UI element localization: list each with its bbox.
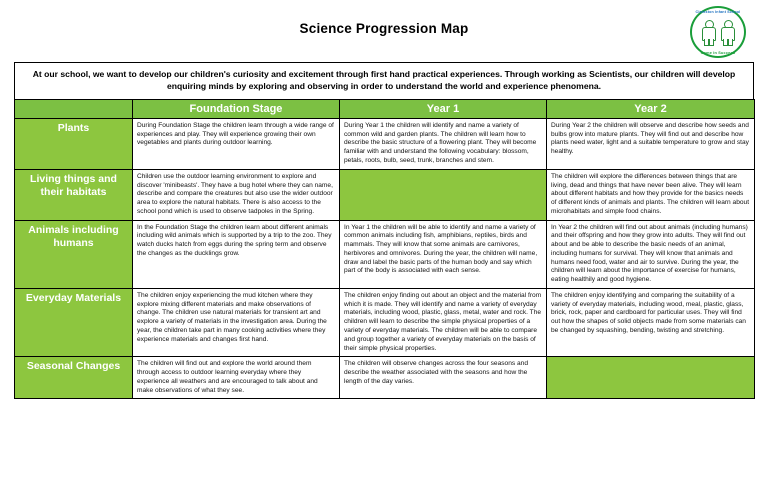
cell-living-things-foundation: Children use the outdoor learning environment to explore and discover 'minibeasts'. They have a bug hotel where they can name, describe and compare the creatures but also use the wider outdoor area to explore the natural habitats. There is also access to the school pond which is used to observe tadpoles in the Spring. (133, 169, 340, 220)
logo-children-icon (701, 20, 737, 48)
school-vision-statement: At our school, we want to develop our children's curiosity and excitement through first hand practical experiences. Through working as Scientists, our children will develop enquiring minds by exploring and observing in order to understand the world and experience phenomena. (14, 62, 754, 99)
document-header (0, 0, 768, 62)
cell-animals-foundation: In the Foundation Stage the children learn about different animals including wild animals which is supported by a trip to the zoo. They watch ducks hatch from eggs during the spring term and observe the changes as the ducklings grow. (133, 220, 340, 288)
cell-living-things-year1 (340, 169, 547, 220)
row-header-everyday-materials: Everyday Materials (15, 288, 133, 356)
cell-materials-foundation: The children enjoy experiencing the mud kitchen where they explore mixing different materials and make observations of change. The children use natural materials for transient art and explore a variety of materials in the investigation area. During the year, the children take part in many cooking activities where they experience materials and changes first hand. (133, 288, 340, 356)
cell-seasonal-foundation: The children will find out and explore the world around them through access to outdoor learning everyday where they experience all weathers and are encouraged to talk about and make observations of what they see. (133, 357, 340, 399)
cell-animals-year2: In Year 2 the children will find out about animals (including humans) and their offspring and how they grow into adults. They will find out about and be able to describe the basic needs of an animal, including humans for survival. They will know that animals and humans need food, water and air to survive. During the year, the children will learn about the importance of exercise for humans, eating healthily and good hygiene. (547, 220, 755, 288)
column-header-year-2: Year 2 (547, 99, 755, 118)
column-header-year-1: Year 1 (340, 99, 547, 118)
school-logo (688, 6, 750, 60)
cell-plants-year1: During Year 1 the children will identify and name a variety of common wild and garden plants. The children will learn how to describe the basic structure of a flowering plant. They will become familiar with and understand the following vocabulary: blossom, petals, roots, bulb, seed, trunk, branches and stem. (340, 118, 547, 169)
table-body (15, 118, 755, 398)
cell-materials-year2: The children enjoy identifying and comparing the suitability of a variety of everyday materials, including wood, meal, plastic, glass, brick, rock, paper and cardboard for particular uses. They will find out how the shapes of solid objects made from some materials can be changed by squashing, bending, twisting and stretching. (547, 288, 755, 356)
row-header-animals-including-humans: Animals including humans (15, 220, 133, 288)
cell-living-things-year2: The children will explore the differences between things that are living, dead and things that have never been alive. They will learn about different habitats and how they provide for the basics needs of different kinds of animals and plants. The children will learn about microhabitats and simple food chains. (547, 169, 755, 220)
table-row (15, 357, 755, 399)
column-header-topic (15, 99, 133, 118)
table-row (15, 220, 755, 288)
child-figure-left-icon (701, 20, 715, 46)
cell-materials-year1: The children enjoy finding out about an object and the material from which it is made. They will identify and name a variety of everyday materials, including wood, plastic, glass, metal, water and rock. The children will learn to describe the simple physical properties of a variety of everyday materials. The children will be able to compare and group together a variety of everyday materials on the basis of their simple physical properties. (340, 288, 547, 356)
table-row (15, 288, 755, 356)
column-header-foundation-stage: Foundation Stage (133, 99, 340, 118)
cell-seasonal-year2 (547, 357, 755, 399)
row-header-plants: Plants (15, 118, 133, 169)
table-row (15, 169, 755, 220)
cell-plants-year2: During Year 2 the children will observe and describe how seeds and bulbs grow into mature plants. They will find out and describe how plants need water, light and a suitable temperature to grow and stay healthy. (547, 118, 755, 169)
logo-top-text: Clarkston Infant School (695, 10, 741, 14)
table-row (15, 118, 755, 169)
row-header-seasonal-changes: Seasonal Changes (15, 357, 133, 399)
child-figure-right-icon (720, 20, 734, 46)
cell-plants-foundation: During Foundation Stage the children learn through a wide range of experiences and play. They will experience growing their own vegetables and plants during outdoor learning. (133, 118, 340, 169)
cell-seasonal-year1: The children will observe changes across the four seasons and describe the weather associated with the seasons and how the length of the day varies. (340, 357, 547, 399)
progression-table (14, 99, 755, 399)
table-header-row (15, 99, 755, 118)
cell-animals-year1: In Year 1 the children will be able to identify and name a variety of common animals including fish, amphibians, reptiles, birds and mammals. They will know that some animals are carnivores, herbivores and omnivores. During the year, the children will name, draw and label the basic parts of the human body and say which part of the body is associated with each sense. (340, 220, 547, 288)
logo-bottom-text: Come In Succeed (700, 51, 736, 55)
page-title: Science Progression Map (299, 21, 469, 36)
row-header-living-things: Living things and their habitats (15, 169, 133, 220)
